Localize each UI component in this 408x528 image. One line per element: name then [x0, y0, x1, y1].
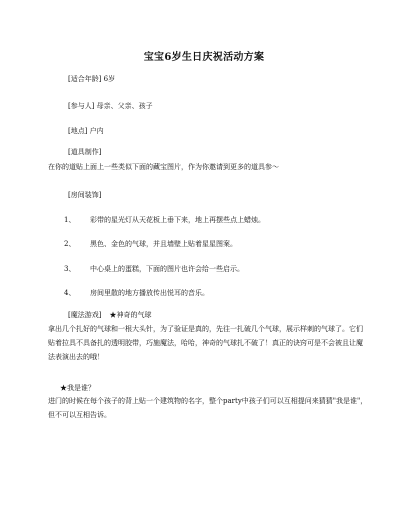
layout-item [64, 239, 237, 249]
game-subtitle: ★神奇的气球 [109, 311, 152, 319]
location-field: [地点] 户内 [68, 127, 104, 135]
game2-paragraph: 进门的时候在每个孩子的背上贴一个建筑物的名字，整个party中孩子们可以互相提问来猜猜"我是谁"，但不可以互相告诉。 [48, 397, 368, 419]
layout-item [64, 264, 244, 274]
layout-item-number: 1、 [64, 216, 76, 224]
layout-item-number: 3、 [64, 265, 76, 273]
layout-item-text: 房间里散的地方播放传出悦耳的音乐。 [90, 289, 209, 297]
game2-subtitle: ★我是谁？ [60, 384, 95, 392]
layout-item-number: 4、 [64, 289, 76, 297]
layout-item [64, 215, 265, 225]
game-heading: [魔法游戏] [68, 311, 102, 319]
prep-heading: [道具制作] [68, 148, 102, 156]
layout-item-text: 黑色、金色的气球，并且墙壁上贴着星星图案。 [90, 240, 237, 248]
layout-item-text: 中心桌上的蛋糕，下面的图片也许会给一些启示。 [90, 265, 244, 273]
age-field: [适合年龄] 6岁 [68, 75, 116, 83]
layout-item-number: 2、 [64, 240, 76, 248]
page-title: 宝宝6岁生日庆祝活动方案 [143, 52, 265, 63]
prep-text: 在你的道贴上面上一些类似下面的藏宝图片，作为你邀请到更多的道具参～ [48, 163, 279, 171]
participants-field: [参与人] 母亲、父亲、孩子 [68, 102, 153, 110]
layout-item-text: 彩带的星光灯从天花板上垂下来，地上再摆些点上蜡烛。 [90, 216, 265, 224]
layout-item [64, 288, 209, 298]
game-paragraph: 拿出几个扎好的气球和一根大头针，为了验证是真的，先往一扎破几个气球，展示样刺的气球了。它们贴着拉具不具备扎的透明胶带，巧施魔法，哈哈，神奇的气球扎不破了！真正的诀窍可是不会被且让魔法表演出去的哦！ [48, 325, 363, 361]
layout-heading: [房间装饰] [68, 191, 102, 199]
game-heading-row [68, 310, 151, 320]
